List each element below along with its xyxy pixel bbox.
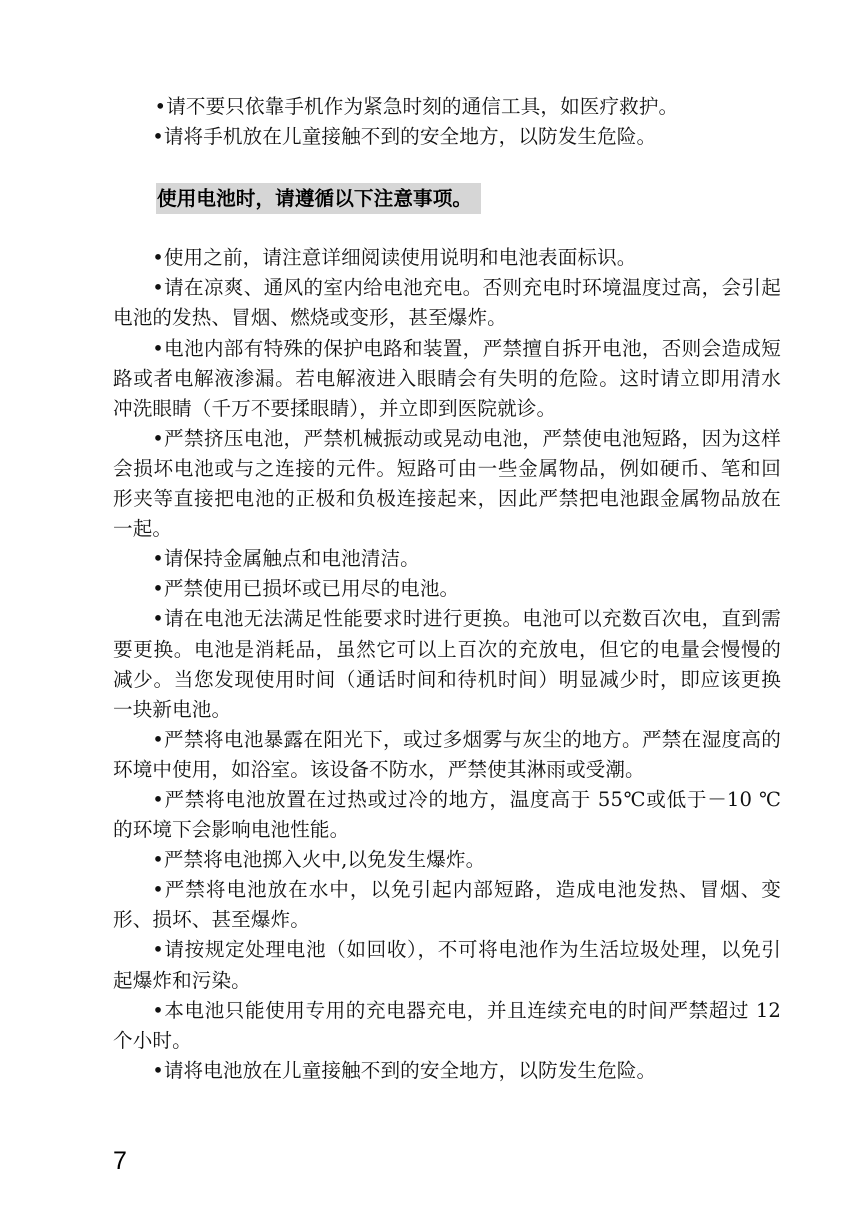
note-paragraph: •严禁挤压电池，严禁机械振动或晃动电池，严禁使电池短路，因为这样会损坏电池或与之连接的元件。短路可由一些金属物品，例如硬币、笔和回形夹等直接把电池的正极和负极连接起来，因此严禁把电池跟金属物品放在一起。	[113, 426, 781, 541]
section-heading: 使用电池时，请遵循以下注意事项。	[156, 183, 481, 214]
note-paragraph: •请将手机放在儿童接触不到的安全地方，以防发生危险。	[152, 125, 657, 149]
phone-safety-notes	[113, 92, 781, 152]
note-paragraph: •请在凉爽、通风的室内给电池充电。否则充电时环境温度过高，会引起电池的发热、冒烟、燃烧或变形，甚至爆炸。	[113, 276, 781, 330]
note-paragraph: •本电池只能使用专用的充电器充电，并且连续充电的时间严禁超过 12 个小时。	[113, 998, 781, 1052]
section-heading-wrapper	[156, 183, 781, 214]
note-paragraph: •严禁将电池暴露在阳光下，或过多烟雾与灰尘的地方。严禁在湿度高的环境中使用，如浴室。该设备不防水，严禁使其淋雨或受潮。	[113, 727, 781, 781]
note-paragraph: •严禁使用已损坏或已用尽的电池。	[152, 577, 460, 601]
note-paragraph: •请按规定处理电池（如回收），不可将电池作为生活垃圾处理，以免引起爆炸和污染。	[113, 938, 781, 992]
note-paragraph: •使用之前，请注意详细阅读使用说明和电池表面标识。	[152, 246, 637, 270]
battery-safety-notes	[113, 243, 781, 1086]
note-paragraph: •严禁将电池放在水中，以免引起内部短路，造成电池发热、冒烟、变形、损坏、甚至爆炸。	[113, 878, 781, 932]
note-paragraph: •严禁将电池放置在过热或过冷的地方，温度高于 55℃或低于－10 ℃的环境下会影响电池性能。	[113, 787, 781, 842]
note-paragraph: •请在电池无法满足性能要求时进行更换。电池可以充数百次电，直到需要更换。电池是消耗品，虽然它可以上百次的充放电，但它的电量会慢慢的减少。当您发现使用时间（通话时间和待机时间）明显减少时，即应该更换一块新电池。	[113, 607, 781, 721]
note-paragraph: •请保持金属触点和电池清洁。	[152, 547, 420, 571]
note-paragraph: •请将电池放在儿童接触不到的安全地方，以防发生危险。	[152, 1058, 657, 1082]
note-paragraph: •电池内部有特殊的保护电路和装置，严禁擅自拆开电池，否则会造成短路或者电解液渗漏。若电解液进入眼睛会有失明的危险。这时请立即用清水冲洗眼睛（千万不要揉眼睛），并立即到医院就诊。	[113, 336, 781, 420]
note-paragraph: •严禁将电池掷入火中,以免发生爆炸。	[152, 848, 486, 872]
page-content	[113, 92, 781, 1086]
note-paragraph: •请不要只依靠手机作为紧急时刻的通信工具，如医疗救护。	[154, 95, 679, 118]
page-number: 7	[113, 1147, 127, 1175]
